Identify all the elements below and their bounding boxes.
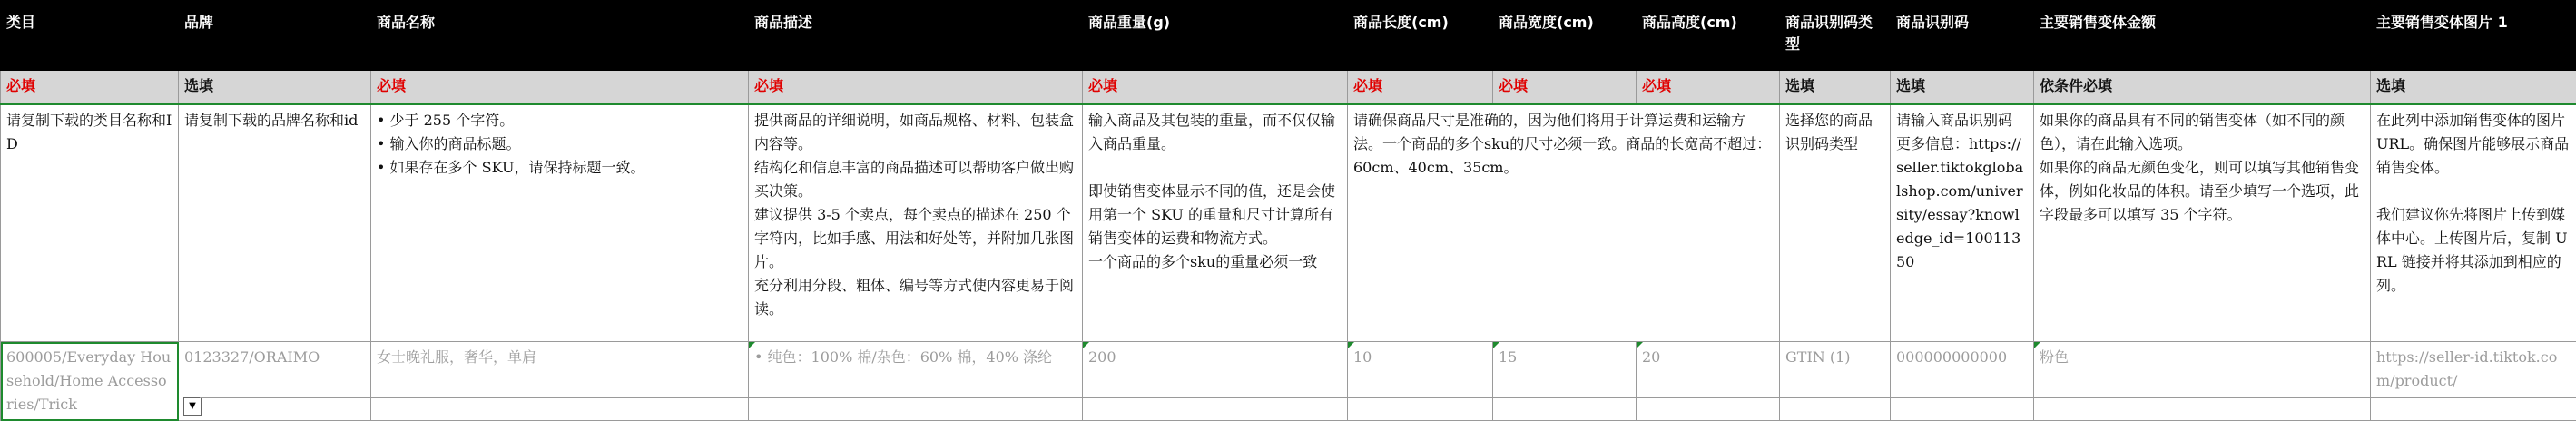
required-cell[interactable]: 必填 [1,71,179,105]
description-text: 请复制下载的类目名称和ID [6,109,172,156]
description-text: • 如果存在多个 SKU，请保持标题一致。 [377,156,742,180]
sample-cell[interactable]: 200 [1083,342,1348,421]
header-cell[interactable]: 商品识别码类型 [1780,1,1891,71]
header-cell[interactable]: 品牌 [179,1,371,71]
description-text: 选择您的商品识别码类型 [1785,109,1884,156]
description-text: 如果你的商品具有不同的销售变体（如不同的颜色），请在此输入选项。 [2040,109,2365,156]
header-cell[interactable]: 商品高度(cm) [1637,1,1780,71]
header-cell[interactable]: 主要销售变体金额 [2034,1,2371,71]
required-cell[interactable]: 选填 [179,71,371,105]
description-text [1088,156,1342,180]
description-cell[interactable] [1348,104,1780,342]
header-row [1,1,2576,71]
description-text: 请输入商品识别码 [1896,109,2028,132]
header-cell[interactable]: 商品识别码 [1891,1,2034,71]
description-text: 我们建议你先将图片上传到媒体中心。上传图片后，复制 URL 链接并将其添加到相应的列。 [2376,203,2571,298]
description-cell[interactable] [1891,104,2034,342]
description-text: 请确保商品尺寸是准确的，因为他们将用于计算运费和运输方法。一个商品的多个sku的尺寸必须一致。商品的长宽高不超过：60cm、40cm、35cm。 [1353,109,1774,180]
sample-cell[interactable]: GTIN (1) [1780,342,1891,421]
description-text: 输入商品及其包装的重量，而不仅仅输入商品重量。 [1088,109,1342,156]
required-cell[interactable]: 选填 [2371,71,2576,105]
required-cell[interactable]: 依条件必填 [2034,71,2371,105]
sample-cell[interactable]: 0123327/ORAIMO [179,342,371,421]
description-text: 结构化和信息丰富的商品描述可以帮助客户做出购买决策。 [754,156,1077,203]
header-cell[interactable]: 商品长度(cm) [1348,1,1493,71]
description-text: • 少于 255 个字符。 [377,109,742,132]
sample-cell[interactable]: https://seller-id.tiktok.com/product/ [2371,342,2576,421]
sample-cell[interactable]: 600005/Everyday Household/Home Accessories/Trick [1,342,179,421]
next-row-edge [200,397,2576,415]
description-cell[interactable] [749,104,1083,342]
header-cell[interactable]: 类目 [1,1,179,71]
sample-cell[interactable]: 15 [1493,342,1637,421]
header-cell[interactable]: 商品名称 [371,1,749,71]
required-cell[interactable]: 必填 [1637,71,1780,105]
description-text: 在此列中添加销售变体的图片 URL。确保图片能够展示商品销售变体。 [2376,109,2571,180]
description-text: 建议提供 3-5 个卖点，每个卖点的描述在 250 个字符内，比如手感、用法和好处等，并附加几张图片。 [754,203,1077,274]
required-cell[interactable]: 选填 [1891,71,2034,105]
header-cell[interactable]: 主要销售变体图片 1 [2371,1,2576,71]
sample-cell[interactable]: 女士晚礼服，奢华，单肩 [371,342,749,421]
sample-cell[interactable]: 粉色 [2034,342,2371,421]
description-cell[interactable] [2371,104,2576,342]
description-text: 充分利用分段、粗体、编号等方式使内容更易于阅读。 [754,274,1077,321]
description-text: 一个商品的多个sku的重量必须一致 [1088,250,1342,274]
description-text: 即使销售变体显示不同的值，还是会使用第一个 SKU 的重量和尺寸计算所有销售变体的运费和物流方式。 [1088,180,1342,250]
required-cell[interactable]: 必填 [1083,71,1348,105]
description-cell[interactable] [1083,104,1348,342]
sample-cell[interactable]: 000000000000 [1891,342,2034,421]
triangle-down-icon: ▼ [189,401,196,411]
description-text: 请复制下载的品牌名称和id [184,109,365,132]
description-cell[interactable] [179,104,371,342]
header-cell[interactable]: 商品宽度(cm) [1493,1,1637,71]
required-cell[interactable]: 必填 [749,71,1083,105]
description-cell[interactable] [1780,104,1891,342]
required-row [1,71,2576,105]
description-text [2376,180,2571,203]
description-row [1,104,2576,342]
required-cell[interactable]: 选填 [1780,71,1891,105]
header-cell[interactable]: 商品描述 [749,1,1083,71]
required-cell[interactable]: 必填 [1348,71,1493,105]
description-text: 更多信息：https://seller.tiktokglobalshop.com/university/essay?knowledge_id=10011350 [1896,132,2028,274]
description-cell[interactable] [1,104,179,342]
required-cell[interactable]: 必填 [371,71,749,105]
sample-cell[interactable]: • 纯色：100% 棉/杂色：60% 棉，40% 涤纶 [749,342,1083,421]
description-text: • 输入你的商品标题。 [377,132,742,156]
sample-cell[interactable]: 10 [1348,342,1493,421]
dropdown-button[interactable] [183,397,202,416]
description-text: 如果你的商品无颜色变化，则可以填写其他销售变体，例如化妆品的体积。请至少填写一个选项，此字段最多可以填写 35 个字符。 [2040,156,2365,227]
sample-cell[interactable]: 20 [1637,342,1780,421]
description-text: 提供商品的详细说明，如商品规格、材料、包装盒内容等。 [754,109,1077,156]
description-cell[interactable] [371,104,749,342]
header-cell[interactable]: 商品重量(g) [1083,1,1348,71]
required-cell[interactable]: 必填 [1493,71,1637,105]
description-cell[interactable] [2034,104,2371,342]
